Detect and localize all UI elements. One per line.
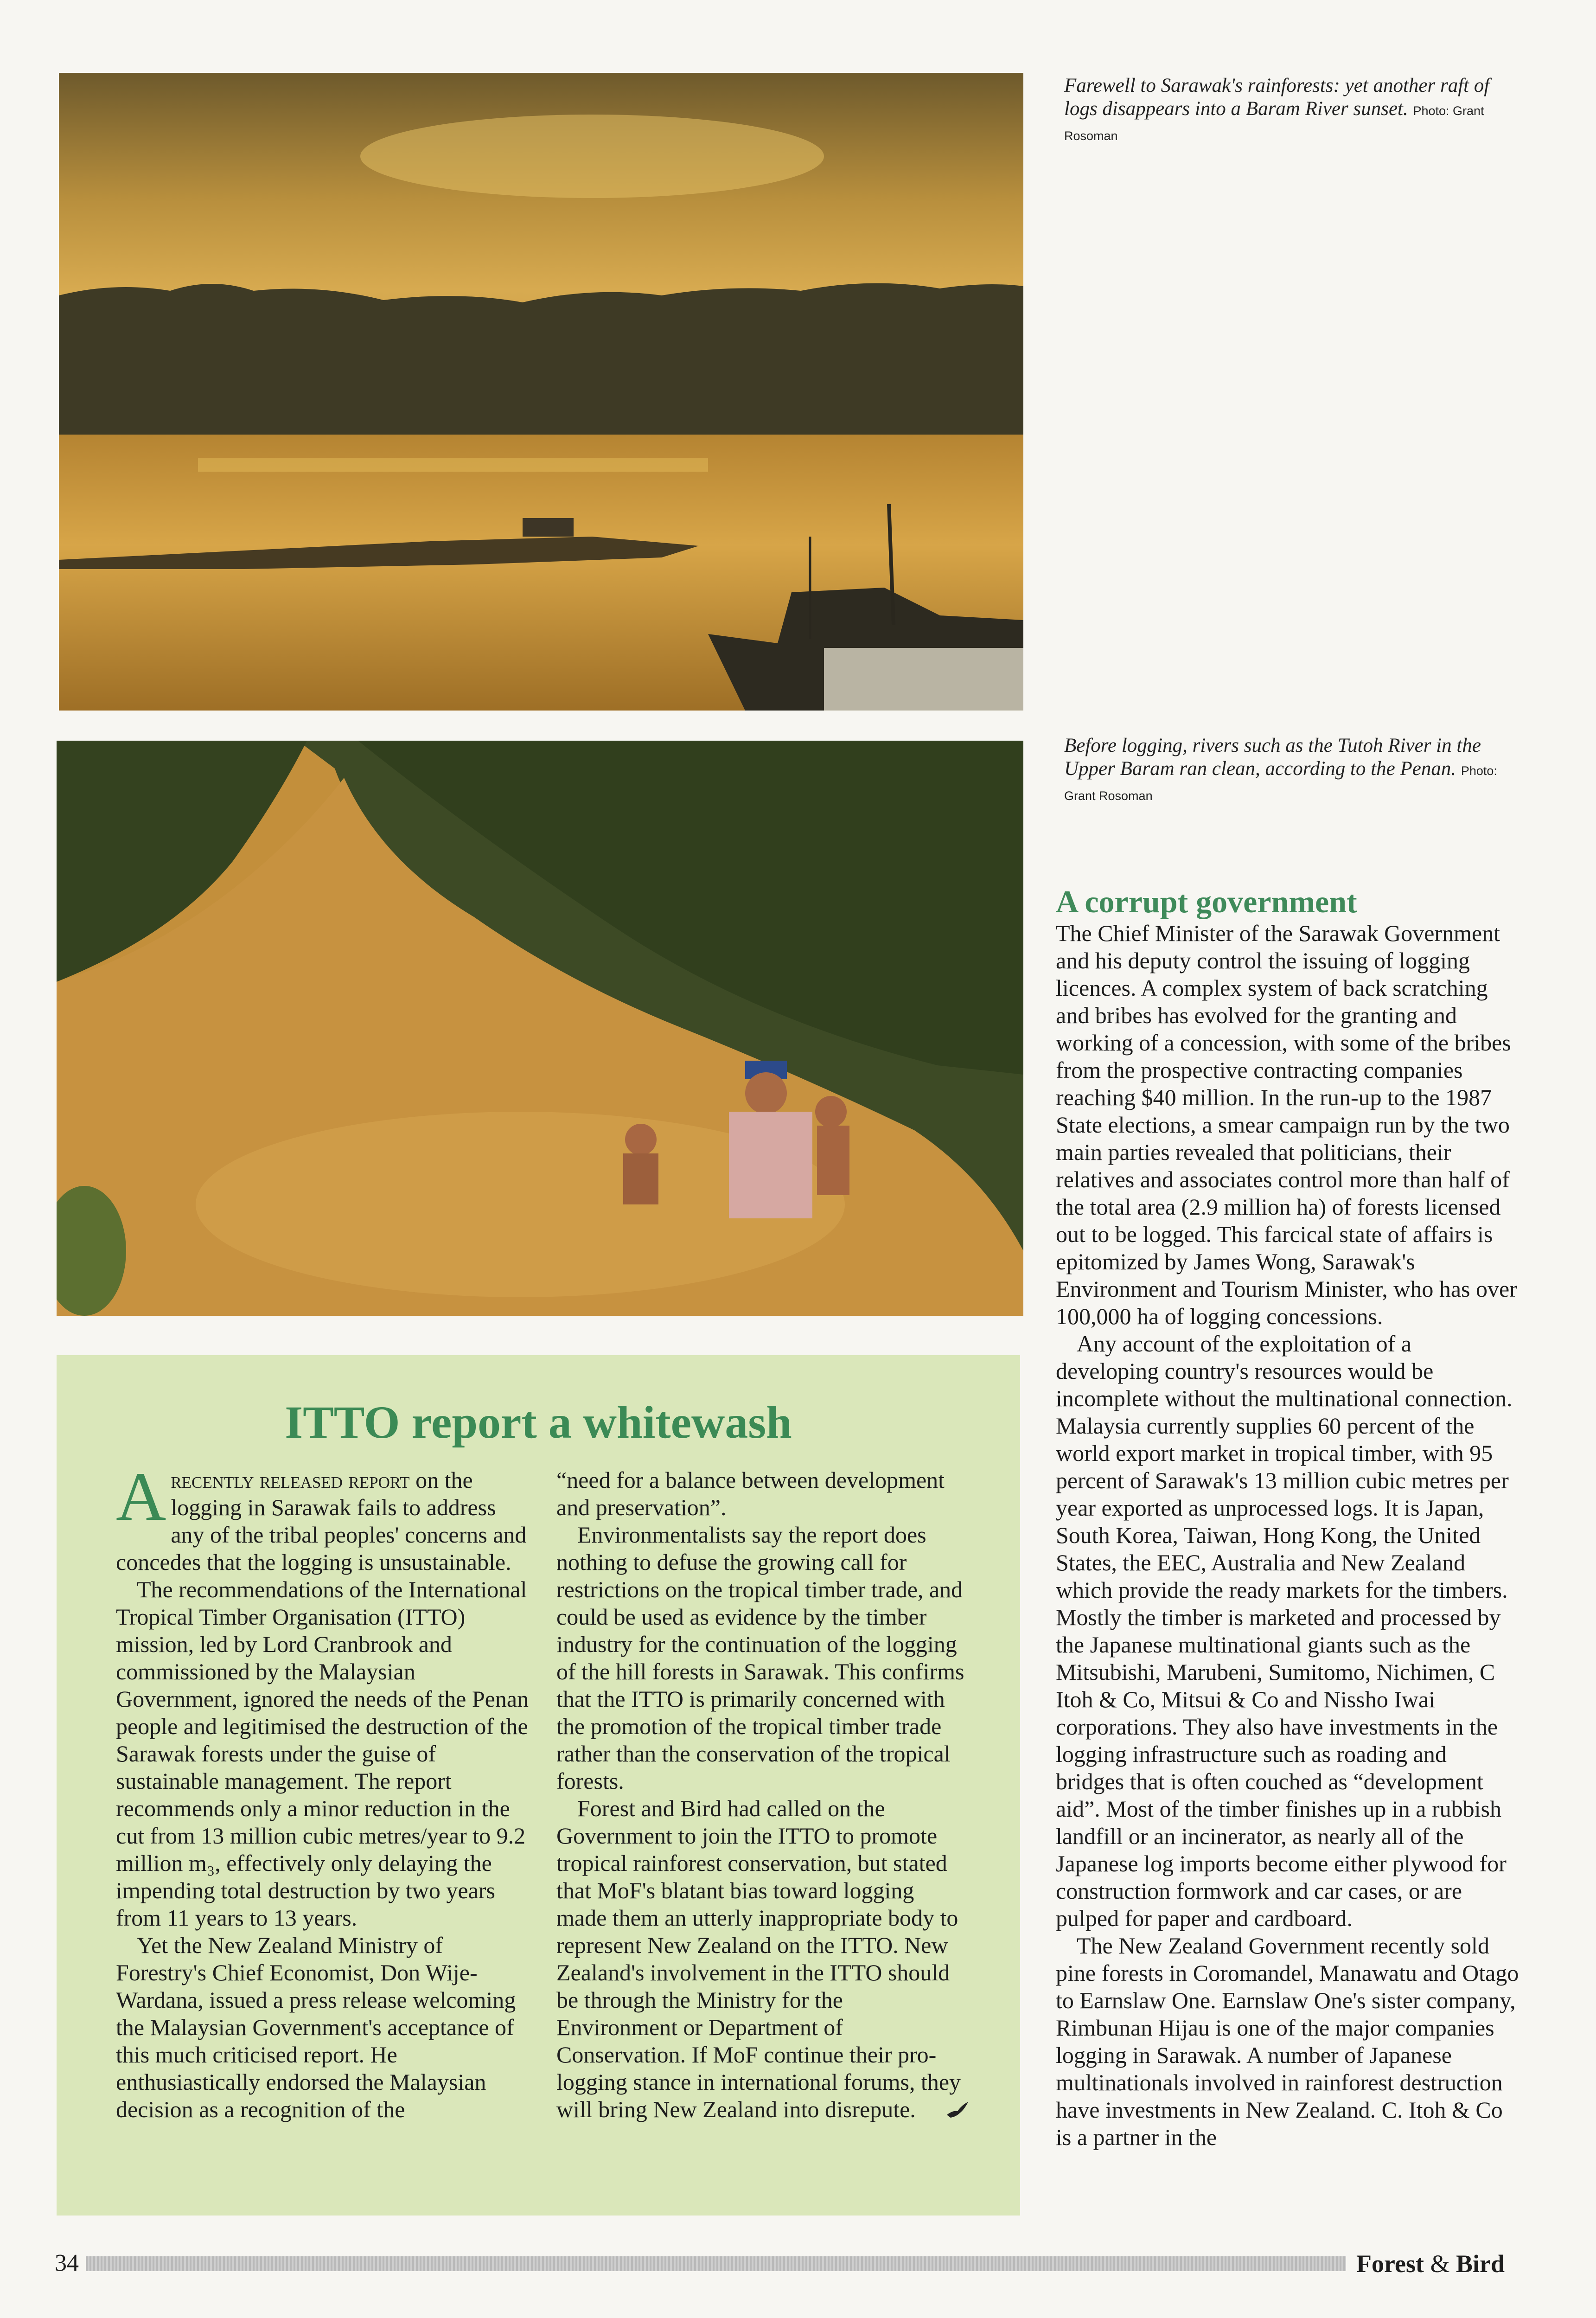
magazine-name-part: Forest bbox=[1356, 2250, 1424, 2278]
footer-rule bbox=[86, 2256, 1346, 2271]
sidebar-paragraph bbox=[556, 1795, 969, 2126]
section-heading: A corrupt government bbox=[1056, 884, 1357, 919]
caption-text: Before logging, rivers such as the Tutoh River in the Upper Baram ran clean, according to the Penan. bbox=[1064, 735, 1481, 780]
sidebar-column-2 bbox=[556, 1466, 969, 2126]
photo-credit: Photo: Grant Rosoman bbox=[1064, 764, 1497, 803]
sidebar-text: on the logging in Sarawak fails to address any of the tribal peoples' concerns and concedes that the logging is unsustainable. bbox=[116, 1467, 527, 1575]
magazine-name-part: Bird bbox=[1456, 2250, 1505, 2278]
photo-muddy-river-children bbox=[57, 741, 1023, 1316]
lead-in: recently released report bbox=[171, 1467, 410, 1493]
drop-cap: A bbox=[116, 1458, 166, 1535]
sidebar-paragraph: “need for a balance between development and preservation”. bbox=[556, 1467, 945, 1520]
bird-end-mark-icon bbox=[925, 2098, 969, 2126]
caption-text: Farewell to Sarawak's rainforests: yet another raft of logs disappears into a Baram River sunset. bbox=[1064, 75, 1490, 120]
sidebar-paragraph bbox=[116, 1458, 529, 1576]
article-paragraph: The Chief Minister of the Sarawak Government and his deputy control the issuing of logging licences. A complex system of back scratching and bribes has evolved for the granting and working of a concession, with some of the bribes from the prospective contracting companies reaching $40 million. In the run-up to the 1987 State elections, a smear campaign run by the two main parties revealed that politicians, their relatives and associates control more than half of the total area (2.9 million ha) of forests licensed out to be logged. This farcical state of affairs is epitomized by James Wong, Sarawak's Environment and Tourism Minister, who has over 100,000 ha of logging concessions. bbox=[1056, 920, 1517, 1329]
photo-caption-top bbox=[1064, 74, 1505, 147]
sidebar-text: Forest and Bird had called on the Government to join the ITTO to promote tropical rainforest conservation, but stated that MoF's blatant bias toward logging made them an utterly inappropriate body to represent New Zealand on the ITTO. New Zealand's involvement in the ITTO should be through the Ministry for the Environment or Department of Conservation. If MoF continue their pro-logging stance in international forums, they will bring New Zealand into disrepute. bbox=[556, 1795, 961, 2122]
sidebar-paragraph: Environmentalists say the report does nothing to defuse the growing call for restrictions on the tropical timber trade, and could be used as evidence by the timber industry for the continuation of the logging of the hill forests in Sarawak. This confirms that the ITTO is primarily concerned with the promotion of the tropical timber trade rather than the conservation of the tropical forests. bbox=[556, 1522, 964, 1794]
magazine-name bbox=[1356, 2249, 1505, 2278]
article-column bbox=[1056, 884, 1519, 2151]
article-paragraph: Any account of the exploitation of a developing country's resources would be incomplete without the multinational connection. Malaysia currently supplies 60 percent of the world export market in tropical timber, with 95 percent of Sarawak's 13 million cubic metres per year exported as unprocessed logs. It is Japan, South Korea, Taiwan, Hong Kong, the United States, the EEC, Australia and New Zealand which provide the ready markets for the timbers. Mostly the timber is marketed and processed by the Japanese multinational giants such as the Mitsubishi, Marubeni, Sumitomo, Nichimen, C Itoh & Co, Mitsui & Co and Nissho Iwai corporations. They also have investments in the logging infrastructure such as roading and bridges that is often couched as “development aid”. Most of the timber finishes up in a rubbish landfill or an incinerator, as nearly all of the Japanese log imports become either plywood for construction formwork and car cases, or are pulped for paper and cardboard. bbox=[1056, 1331, 1513, 1931]
article-paragraph: The New Zealand Government recently sold pine forests in Coromandel, Manawatu and Otago to Earnslaw One. Earnslaw One's sister company, Rimbunan Hijau is one of the major companies logging in Sarawak. A number of Japanese multinationals involved in rainforest destruction have investments in New Zealand. C. Itoh & Co is a partner in the bbox=[1056, 1933, 1519, 2150]
sidebar-box bbox=[57, 1355, 1020, 2216]
sidebar-paragraph: The recommendations of the International Tropical Timber Organisation (ITTO) mission, led by Lord Cranbrook and commissioned by the Malaysian Government, ignored the needs of the Penan people and legitimised the destruction of the Sarawak forests under the guise of sustainable management. The report recommends only a minor reduction in the cut from 13 million cubic metres/year to 9.2 million m₃, effectively only delaying the impending total destruction by two years from 11 years to 13 years. bbox=[116, 1576, 529, 1931]
sidebar-title: ITTO report a whitewash bbox=[285, 1396, 792, 1448]
photo-credit: Photo: Grant Rosoman bbox=[1064, 104, 1484, 143]
sidebar-column-1 bbox=[116, 1458, 529, 2123]
page-number: 34 bbox=[55, 2250, 79, 2276]
sidebar-paragraph: Yet the New Zealand Ministry of Forestry's Chief Economist, Don Wije-Wardana, issued a press release welcoming the Malaysian Government's acceptance of this much criticised report. He enthusiastically endorsed the Malaysian decision as a recognition of the bbox=[116, 1932, 516, 2122]
magazine-ampersand: & bbox=[1430, 2250, 1450, 2278]
photo-river-sunset bbox=[59, 73, 1023, 711]
photo-caption-middle bbox=[1064, 734, 1505, 807]
